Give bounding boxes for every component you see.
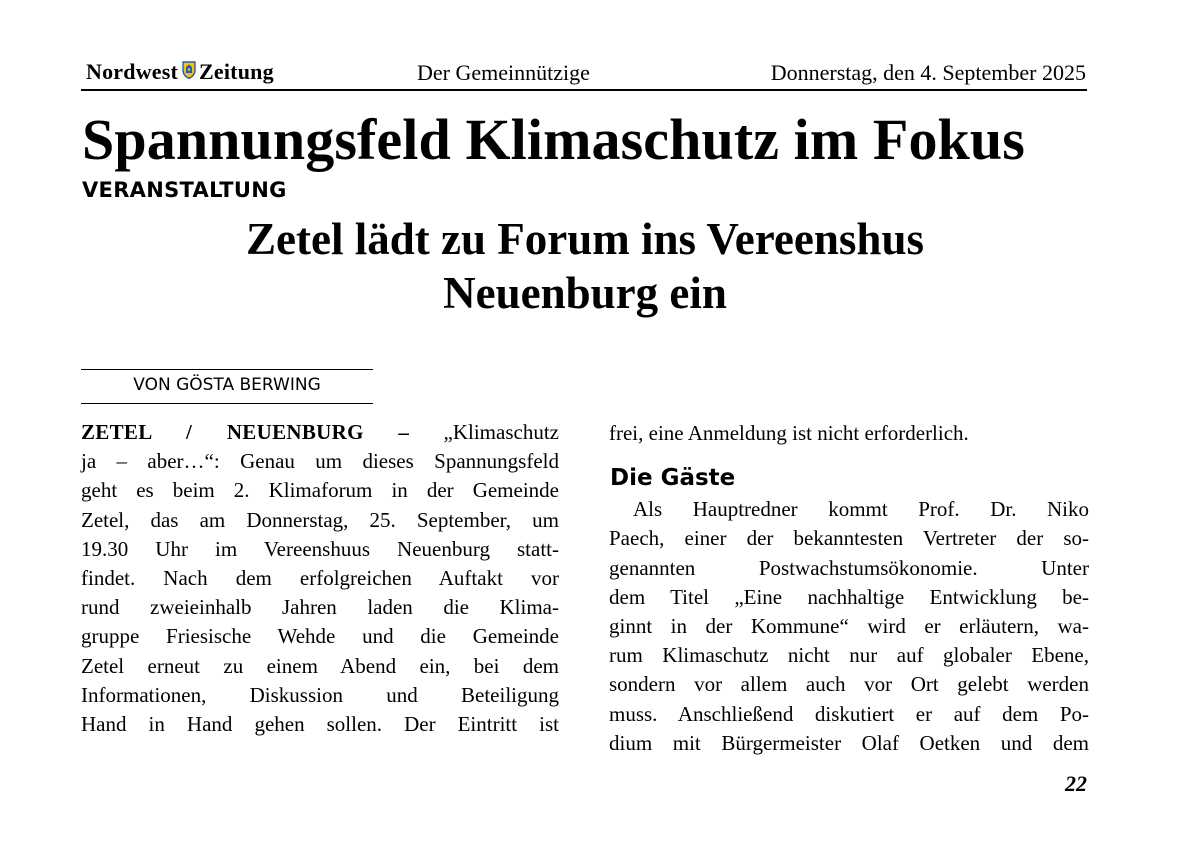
text-line: findet. Nach dem erfolgreichen Auftakt vor <box>81 566 559 591</box>
text-line: frei, eine Anmeldung ist nicht erforderlich. <box>609 421 969 445</box>
text-line: gruppe Friesische Wehde und die Gemeinde <box>81 624 559 649</box>
crest-icon <box>182 59 196 85</box>
text-line: muss. Anschließend diskutiert er auf dem Po- <box>609 701 1089 726</box>
text-fragment: „Klimaschutz <box>443 420 559 444</box>
text-line: Informationen, Diskussion und Beteiligung <box>81 682 559 707</box>
article-column-right <box>609 419 1089 758</box>
subhead-line: Zetel lädt zu Forum ins Vereenshus <box>246 214 924 264</box>
text-line: genannten Postwachstumsökonomie. Unter <box>609 555 1089 580</box>
text-line <box>81 418 559 447</box>
text-line: ja – aber…“: Genau um dieses Spannungsfeld <box>81 449 559 474</box>
text-line: sondern vor allem auch vor Ort gelebt werden <box>609 672 1089 697</box>
text-line: Paech, einer der bekanntesten Vertreter der so- <box>609 526 1089 551</box>
text-line: geht es beim 2. Klimaforum in der Gemeinde <box>81 478 559 503</box>
text-line: rum Klimaschutz nicht nur auf globaler Ebene, <box>609 643 1089 668</box>
text-line: dem Titel „Eine nachhaltige Entwicklung be- <box>609 584 1089 609</box>
subhead <box>120 212 1050 320</box>
text-line: dium mit Bürgermeister Olaf Oetken und dem <box>609 730 1089 755</box>
text-line: ginnt in der Kommune“ wird er erläutern, wa- <box>609 614 1089 639</box>
masthead-left: Nordwest <box>86 59 179 84</box>
text-line: Hand in Hand gehen sollen. Der Eintritt ist <box>81 712 559 737</box>
issue-date: Donnerstag, den 4. September 2025 <box>770 60 1086 85</box>
byline-bottom-rule <box>81 403 373 404</box>
text-line: Zetel, das am Donnerstag, 25. September, um <box>81 507 559 532</box>
text-line: rund zweieinhalb Jahren laden die Klima- <box>81 595 559 620</box>
kicker: VERANSTALTUNG <box>82 178 287 202</box>
text-line: Als Hauptredner kommt Prof. Dr. Niko <box>633 497 1089 522</box>
masthead-right: Zeitung <box>199 59 274 84</box>
section-name: Der Gemeinnützige <box>417 60 590 85</box>
byline: VON GÖSTA BERWING <box>133 375 321 395</box>
dateline: ZETEL / NEUENBURG – <box>81 420 410 444</box>
header-rule <box>81 89 1087 91</box>
text-line: Zetel erneut zu einem Abend ein, bei dem <box>81 653 559 678</box>
text-line: 19.30 Uhr im Vereenshuus Neuenburg statt- <box>81 536 559 561</box>
headline: Spannungsfeld Klimaschutz im Fokus <box>82 107 1025 172</box>
article-column-left <box>81 418 559 739</box>
subhead-line: Neuenburg ein <box>443 268 727 318</box>
page-number: 22 <box>1065 771 1087 796</box>
masthead-logo <box>86 59 274 85</box>
byline-top-rule <box>81 369 373 370</box>
subsection-heading: Die Gäste <box>610 465 736 492</box>
